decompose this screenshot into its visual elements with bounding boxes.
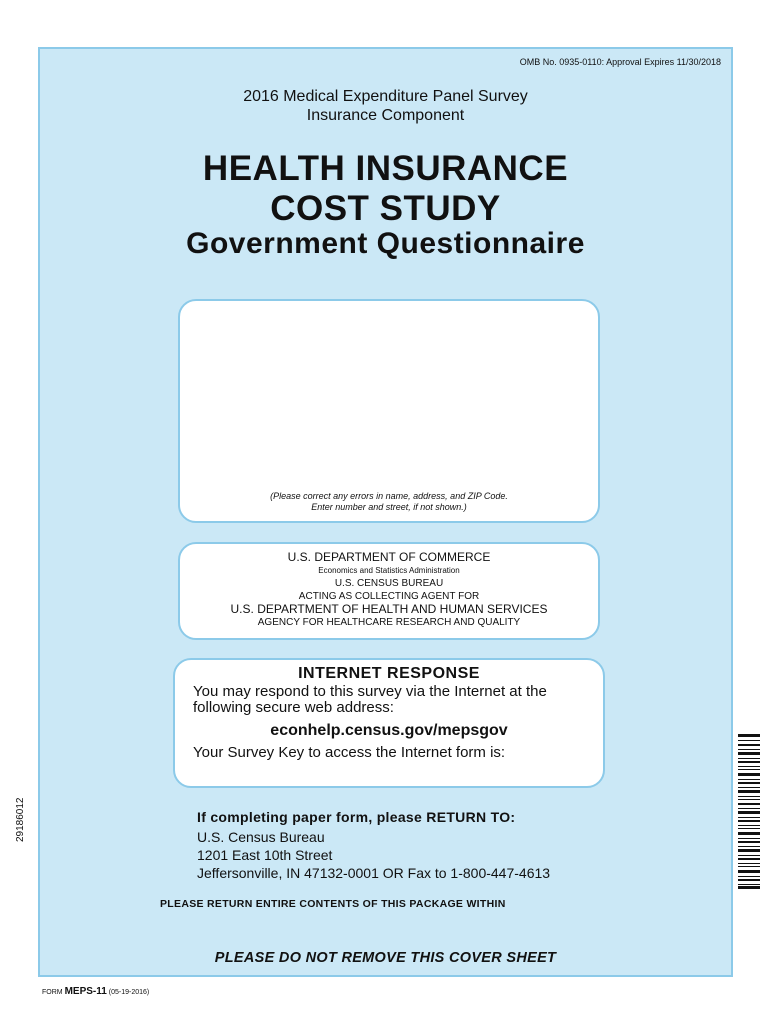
title-line-2: COST STUDY bbox=[270, 189, 501, 228]
barcode-icon bbox=[738, 734, 760, 889]
cover-sheet bbox=[38, 47, 733, 977]
form-prefix: FORM bbox=[42, 989, 63, 996]
address-box bbox=[178, 299, 600, 523]
survey-key-text: Your Survey Key to access the Internet form is: bbox=[193, 744, 506, 761]
dept-esa: Economics and Statistics Administration bbox=[318, 566, 460, 575]
survey-heading bbox=[40, 87, 731, 125]
dept-acting: ACTING AS COLLECTING AGENT FOR bbox=[298, 591, 480, 602]
omb-number: OMB No. 0935-0110: Approval Expires 11/30/2018 bbox=[519, 57, 721, 67]
survey-name: 2016 Medical Expenditure Panel Survey bbox=[243, 88, 528, 105]
return-address-line-1: U.S. Census Bureau bbox=[197, 829, 325, 845]
form-code: MEPS-11 bbox=[64, 986, 107, 997]
address-note bbox=[180, 491, 598, 513]
internet-title: INTERNET RESPONSE bbox=[298, 665, 480, 682]
form-date: (05-19-2016) bbox=[108, 989, 150, 996]
page-subtitle: Government Questionnaire bbox=[186, 227, 585, 260]
internet-response-box bbox=[173, 658, 605, 788]
dept-ahrq: AGENCY FOR HEALTHCARE RESEARCH AND QUALITY bbox=[257, 617, 521, 628]
title-line-1: HEALTH INSURANCE bbox=[202, 149, 569, 188]
page-title bbox=[40, 149, 731, 229]
department-box bbox=[178, 542, 600, 640]
address-note-line-1: (Please correct any errors in name, address, and ZIP Code. bbox=[270, 491, 508, 501]
form-number bbox=[42, 986, 149, 997]
return-address-line-2: 1201 East 10th Street bbox=[197, 847, 333, 863]
address-note-line-2: Enter number and street, if not shown.) bbox=[311, 502, 467, 512]
dept-census: U.S. CENSUS BUREAU bbox=[334, 578, 444, 589]
internet-url[interactable]: econhelp.census.gov/mepsgov bbox=[270, 722, 508, 739]
internet-text: You may respond to this survey via the Internet at the following secure web address: bbox=[193, 683, 547, 716]
do-not-remove-notice: PLEASE DO NOT REMOVE THIS COVER SHEET bbox=[214, 950, 557, 966]
return-within-notice: PLEASE RETURN ENTIRE CONTENTS OF THIS PACKAGE WITHIN bbox=[160, 898, 506, 910]
survey-component: Insurance Component bbox=[306, 107, 465, 124]
dept-hhs: U.S. DEPARTMENT OF HEALTH AND HUMAN SERVICES bbox=[230, 602, 548, 616]
return-address-line-3: Jeffersonville, IN 47132-0001 OR Fax to 1-800-447-4613 bbox=[197, 865, 551, 881]
return-title: If completing paper form, please RETURN TO: bbox=[197, 809, 516, 825]
dept-commerce: U.S. DEPARTMENT OF COMMERCE bbox=[287, 550, 491, 564]
side-id-number: 29186012 bbox=[15, 797, 26, 842]
